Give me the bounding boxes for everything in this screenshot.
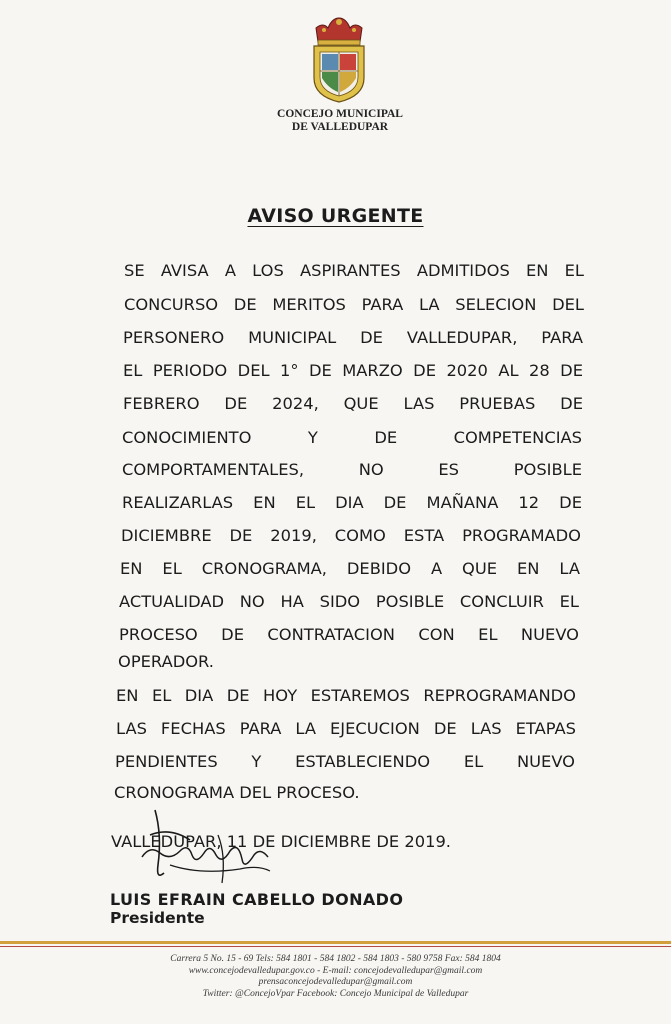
body-line: LAS FECHAS PARA LA EJECUCION DE LAS ETAPAS <box>116 719 576 738</box>
body-line: CRONOGRAMA DEL PROCESO. <box>114 783 360 802</box>
organization-name <box>240 108 440 134</box>
body-line: PERSONERO MUNICIPAL DE VALLEDUPAR, PARA <box>123 328 583 347</box>
handwritten-signature <box>130 795 280 895</box>
footer-press-email: prensaconcejodevalledupar@gmail.com <box>258 977 413 987</box>
signer-role: Presidente <box>110 909 205 927</box>
footer-contact <box>0 954 671 1000</box>
body-line: FEBRERO DE 2024, QUE LAS PRUEBAS DE <box>123 394 583 413</box>
body-line: SE AVISA A LOS ASPIRANTES ADMITIDOS EN EL <box>124 261 584 280</box>
organization-name-line2: DE VALLEDUPAR <box>291 121 389 133</box>
body-line: EN EL CRONOGRAMA, DEBIDO A QUE EN LA <box>120 559 580 578</box>
body-line: COMPORTAMENTALES, NO ES POSIBLE <box>122 460 582 479</box>
notice-title <box>0 205 671 227</box>
body-line: EL PERIODO DEL 1° DE MARZO DE 2020 AL 28 DE <box>123 361 583 380</box>
body-line: CONOCIMIENTO Y DE COMPETENCIAS <box>122 428 582 447</box>
place-date: VALLEDUPAR, 11 DE DICIEMBRE DE 2019. <box>111 832 451 851</box>
organization-name-line1: CONCEJO MUNICIPAL <box>277 108 403 120</box>
body-line: DICIEMBRE DE 2019, COMO ESTA PROGRAMADO <box>121 526 581 545</box>
body-line: OPERADOR. <box>118 652 214 671</box>
footer-divider-red <box>0 946 671 947</box>
body-line: CONCURSO DE MERITOS PARA LA SELECION DEL <box>124 295 584 314</box>
body-line: EN EL DIA DE HOY ESTAREMOS REPROGRAMANDO <box>116 686 576 705</box>
footer-divider-gold <box>0 941 671 944</box>
footer-social: Twitter: @ConcejoVpar Facebook: Concejo Municipal de Valledupar <box>202 988 469 999</box>
footer-address: Carrera 5 No. 15 - 69 Tels: 584 1801 - 584 1802 - 584 1803 - 580 9758 Fax: 584 1804 <box>170 954 501 964</box>
body-line: ACTUALIDAD NO HA SIDO POSIBLE CONCLUIR EL <box>119 592 579 611</box>
notice-title-text: AVISO URGENTE <box>247 205 424 227</box>
body-line: REALIZARLAS EN EL DIA DE MAÑANA 12 DE <box>122 493 582 512</box>
signer-name: LUIS EFRAIN CABELLO DONADO <box>110 890 404 909</box>
footer-web-email: www.concejodevalledupar.gov.co - E-mail: concejodevalledupar@gmail.com <box>188 965 483 976</box>
body-line: PROCESO DE CONTRATACION CON EL NUEVO <box>119 625 579 644</box>
municipal-crest-icon <box>308 16 370 104</box>
body-line: PENDIENTES Y ESTABLECIENDO EL NUEVO <box>115 752 575 771</box>
